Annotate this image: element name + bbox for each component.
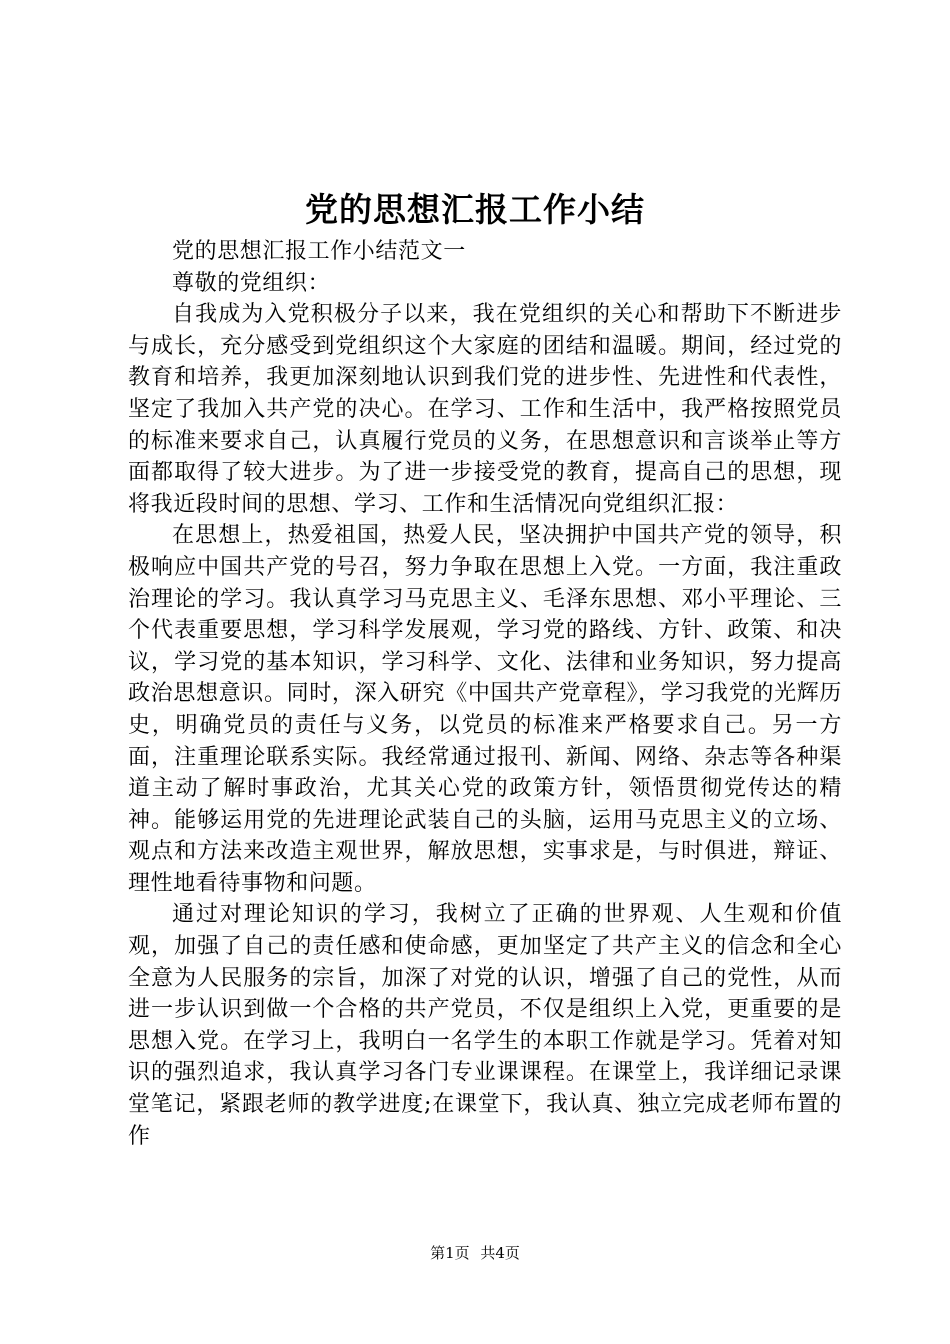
salutation-line: 尊敬的党组织：: [172, 270, 331, 296]
document-body: [128, 236, 842, 1152]
page-number: 第1页: [430, 1244, 470, 1262]
document-title: 党的思想汇报工作小结: [305, 190, 645, 229]
page-footer: [0, 1242, 950, 1264]
body-paragraph: 自我成为入党积极分子以来，我在党组织的关心和帮助下不断进步与成长，充分感受到党组织这个大家庭的团结和温暖。期间，经过党的教育和培养，我更加深刻地认识到我们党的进步性、先进性和代表性，坚定了我加入共产党的决心。在学习、工作和生活中，我严格按照党员的标准来要求自己，认真履行党员的义务，在思想意识和言谈举止等方面都取得了较大进步。为了进一步接受党的教育，提高自己的思想，现将我近段时间的思想、学习、工作和生活情况向党组织汇报：: [128, 302, 842, 517]
subtitle-line: 党的思想汇报工作小结范文一: [172, 239, 466, 264]
body-paragraph: 通过对理论知识的学习，我树立了正确的世界观、人生观和价值观，加强了自己的责任感和使命感，更加坚定了共产主义的信念和全心全意为人民服务的宗旨，加深了对党的认识，增强了自己的党性，从而进一步认识到做一个合格的共产党员，不仅是组织上入党，更重要的是思想入党。在学习上，我明白一名学生的本职工作就是学习。凭着对知识的强烈追求，我认真学习各门专业课课程。在课堂上，我详细记录课堂笔记，紧跟老师的教学进度;在课堂下，我认真、独立完成老师布置的作: [128, 902, 842, 1149]
body-paragraph: 在思想上，热爱祖国，热爱人民，坚决拥护中国共产党的领导，积极响应中国共产党的号召，努力争取在思想上入党。一方面，我注重政治理论的学习。我认真学习马克思主义、毛泽东思想、邓小平理论、三个代表重要思想，学习科学发展观，学习党的路线、方针、政策、和决议，学习党的基本知识，学习科学、文化、法律和业务知识，努力提高政治思想意识。同时，深入研究《中国共产党章程》，学习我党的光辉历史，明确党员的责任与义务，以党员的标准来严格要求自己。另一方面，注重理论联系实际。我经常通过报刊、新闻、网络、杂志等各种渠道主动了解时事政治，尤其关心党的政策方针，领悟贯彻党传达的精神。能够运用党的先进理论武装自己的头脑，运用马克思主义的立场、观点和方法来改造主观世界，解放思想，实事求是，与时俱进，辩证、理性地看待事物和问题。: [128, 523, 842, 896]
page-total: 共4页: [480, 1244, 520, 1262]
